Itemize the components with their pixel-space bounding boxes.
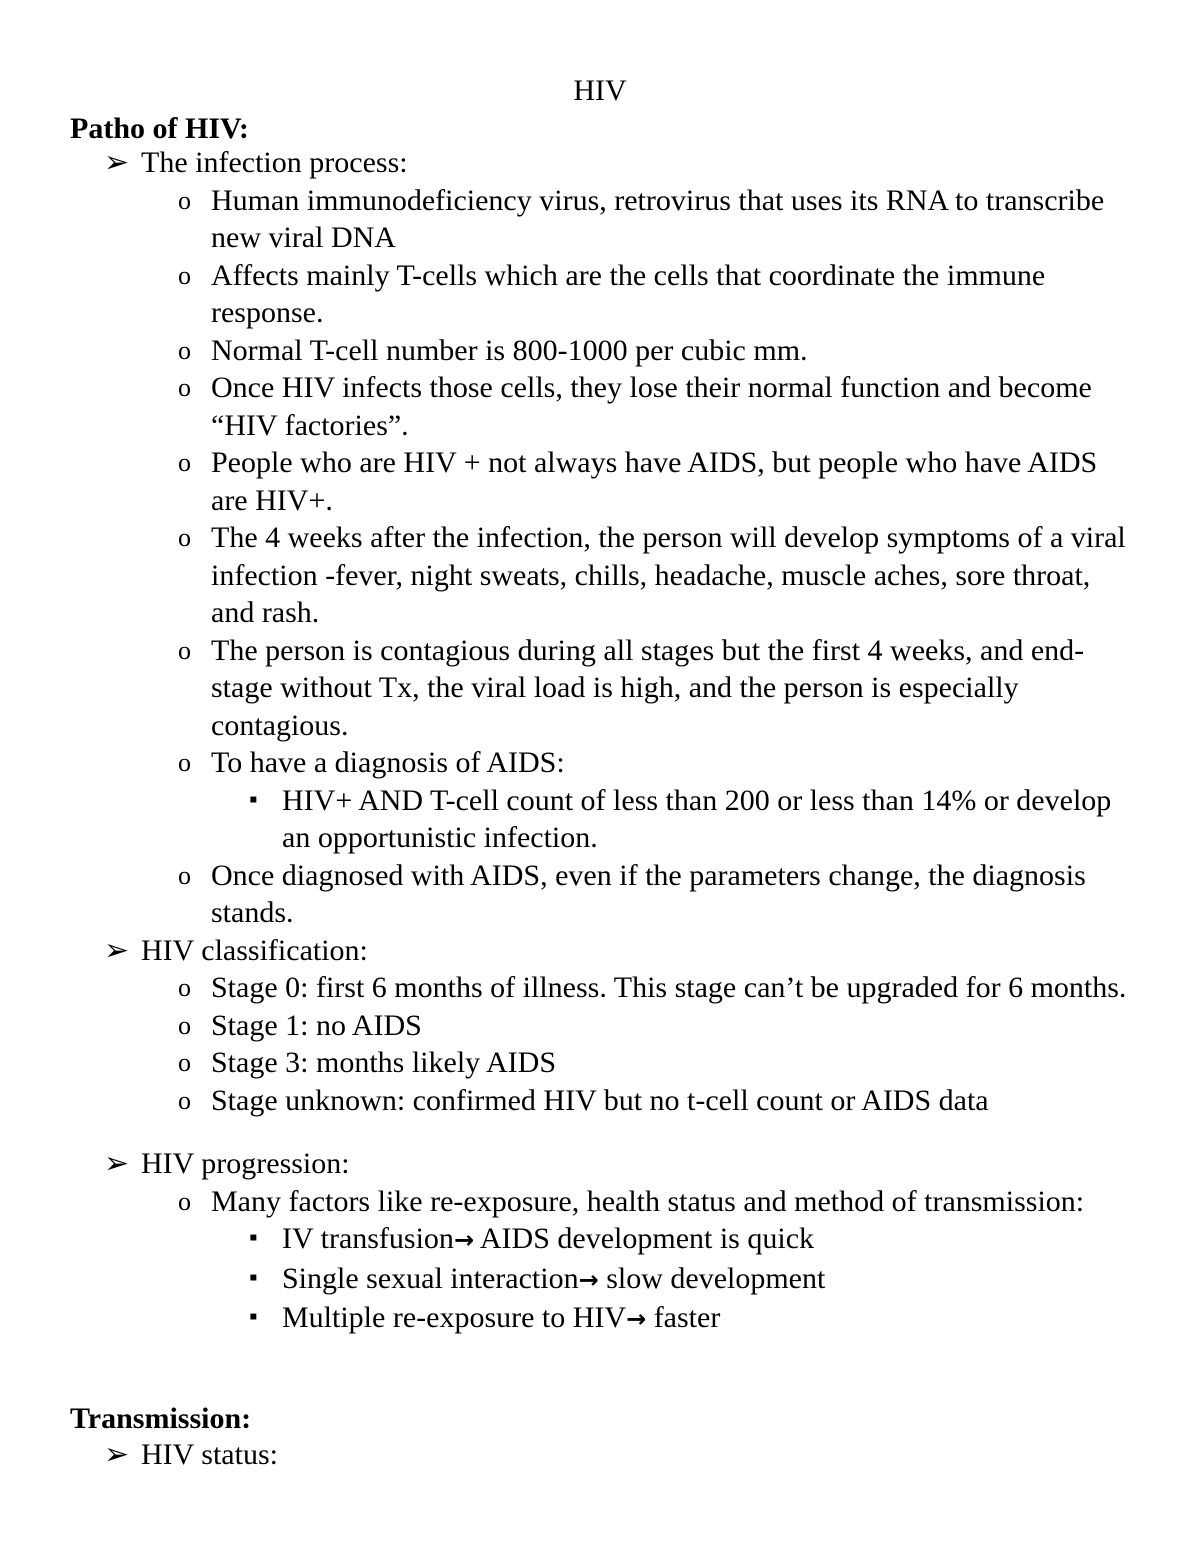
square-bullet-icon: ▪ [249,1304,258,1330]
circle-bullet-icon: o [178,860,191,890]
list-item-text: To have a diagnosis of AIDS: [211,746,565,779]
list-item-text: Once HIV infects those cells, they lose their normal function and become “HIV factories”. [211,371,1092,442]
list-item-text: Stage unknown: confirmed HIV but no t-cell count or AIDS data [211,1083,989,1117]
list-item [0,969,1200,1007]
arrowhead-bullet-icon: ➢ [104,1438,130,1471]
list-item-text: The 4 weeks after the infection, the person will develop symptoms of a viral infection -fever, night sweats, chills, headache, muscle aches, sore throat, and rash. [211,521,1126,629]
list-item [0,1007,1200,1045]
bullet-hiv-status [0,1436,1200,1474]
circle-bullet-icon: o [178,260,191,290]
circle-bullet-icon: o [178,973,191,1002]
progression-cause: Single sexual interaction [282,1261,579,1295]
bullet-label: HIV progression: [141,1147,350,1180]
circle-bullet-icon: o [178,448,191,477]
list-item [0,632,1200,745]
square-bullet-icon: ▪ [249,1264,258,1291]
list-item-text: The person is contagious during all stages but the first 4 weeks, and end-stage without Tx, the viral load is high, and the person is especially contagious. [211,633,1085,742]
circle-bullet-icon: o [178,373,191,402]
heading-patho: Patho of HIV: [70,112,249,145]
sub-list-item-text [282,1299,1132,1339]
bullet-label: The infection process: [141,146,408,179]
circle-bullet-icon: o [178,523,191,552]
patho-list [0,144,1200,1339]
arrowhead-bullet-icon: ➢ [104,146,130,179]
list-item [0,744,1200,782]
bullet-progression [0,1145,1200,1183]
arrowhead-bullet-icon: ➢ [104,933,130,967]
list-item [0,369,1200,444]
transmission-list [0,1436,1200,1474]
sub-list-item [0,1220,1200,1260]
circle-bullet-icon: o [178,335,191,365]
bullet-infection-process [0,144,1200,182]
bullet-label: HIV status: [141,1438,278,1471]
circle-bullet-icon: o [178,1186,191,1216]
list-item [0,1183,1200,1221]
sub-list-item [0,782,1200,857]
sub-list-item-text [282,1260,1132,1300]
spacer [0,1119,1200,1145]
list-item [0,1044,1200,1082]
sub-list-item-text [282,1220,1132,1260]
right-arrow-icon: → [453,1226,475,1254]
progression-effect: slow development [598,1261,826,1295]
list-item-text: Stage 0: first 6 months of illness. This stage can’t be upgraded for 6 months. [211,971,1127,1004]
circle-bullet-icon: o [178,635,191,665]
list-item [0,1082,1200,1120]
circle-bullet-icon: o [178,1085,191,1115]
circle-bullet-icon: o [178,185,191,215]
document-title: HIV [573,74,627,107]
list-item [0,519,1200,632]
progression-effect: AIDS development is quick [474,1222,815,1255]
progression-cause: Multiple re-exposure to HIV [282,1301,627,1334]
sub-list-item [0,1299,1200,1339]
list-item [0,857,1200,932]
sub-list-item-text: HIV+ AND T-cell count of less than 200 or less than 14% or develop an opportunistic infection. [282,783,1112,854]
square-bullet-icon: ▪ [249,786,258,813]
progression-effect: faster [646,1301,721,1334]
right-arrow-icon: → [626,1305,647,1333]
sub-list-item [0,1260,1200,1300]
list-item-text: Many factors like re-exposure, health status and method of transmission: [211,1184,1085,1218]
list-item [0,444,1200,519]
list-item-text: Human immunodeficiency virus, retrovirus that uses its RNA to transcribe new viral DNA [211,183,1105,254]
list-item [0,257,1200,332]
circle-bullet-icon: o [178,1010,191,1040]
list-item [0,182,1200,257]
progression-cause: IV transfusion [282,1222,454,1255]
circle-bullet-icon: o [178,748,191,777]
list-item-text: Affects mainly T-cells which are the cells that coordinate the immune response. [211,258,1046,329]
arrowhead-bullet-icon: ➢ [104,1147,130,1180]
bullet-label: HIV classification: [141,933,368,967]
list-item-text: People who are HIV + not always have AIDS, but people who have AIDS are HIV+. [211,446,1098,517]
list-item-text: Normal T-cell number is 800-1000 per cubic mm. [211,333,808,367]
circle-bullet-icon: o [178,1048,191,1077]
list-item-text: Stage 1: no AIDS [211,1008,422,1042]
heading-transmission: Transmission: [70,1402,252,1435]
right-arrow-icon: → [578,1265,599,1294]
list-item [0,332,1200,370]
list-item-text: Once diagnosed with AIDS, even if the parameters change, the diagnosis stands. [211,858,1086,929]
square-bullet-icon: ▪ [249,1225,258,1251]
list-item-text: Stage 3: months likely AIDS [211,1046,556,1079]
bullet-classification [0,932,1200,970]
